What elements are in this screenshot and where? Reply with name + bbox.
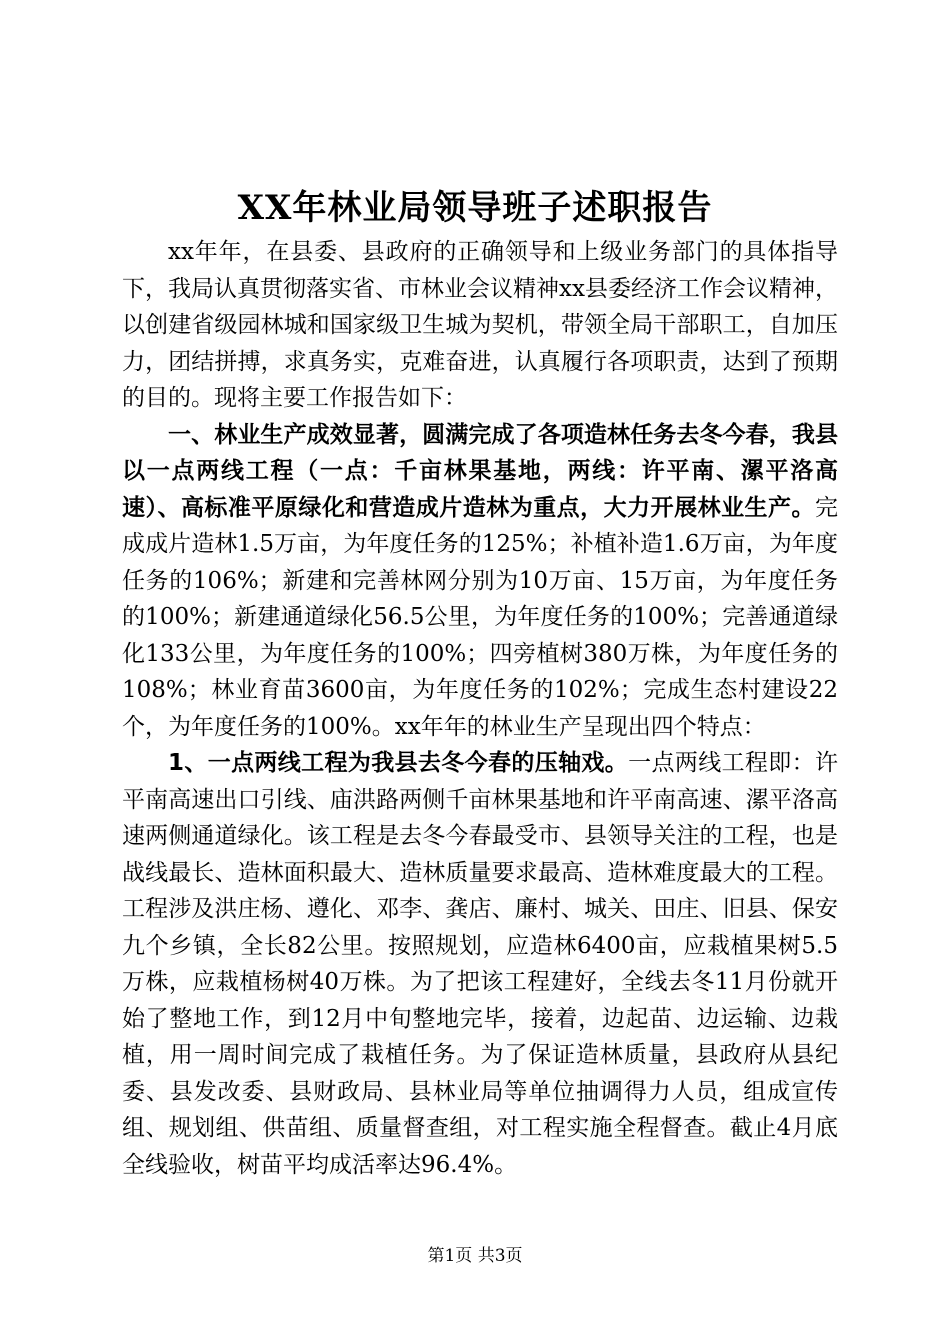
paragraph-subsection-1 [122,745,838,1183]
document-title: XX年林业局领导班子述职报告 [237,188,713,228]
page-footer: 第1页 共3页 [427,1246,523,1266]
paragraph-section-1 [122,417,838,746]
document-body [122,234,838,1183]
paragraph-text: 完成成片造林1.5万亩，为年度任务的125%；补植补造1.6万亩，为年度任务的106%；新建和完善林网分别为10万亩、15万亩，为年度任务的100%；新建通道绿化56.5公里，为年度任务的100%；完善通道绿化133公里，为年度任务的100%；四旁植树380万株，为年度任务的108%；林业育苗3600亩，为年度任务的102%；完成生态村建设22个，为年度任务的100%。xx年年的林业生产呈现出四个特点： [122,494,838,740]
paragraph-heading: 一、林业生产成效显著，圆满完成了各项造林任务去冬今春，我县以一点两线工程（一点：千亩林果基地，两线：许平南、漯平洛高速）、高标准平原绿化和营造成片造林为重点，大力开展林业生产。 [122,421,838,521]
paragraph-heading: 1、一点两线工程为我县去冬今春的压轴戏。 [168,750,629,776]
paragraph-text: 一点两线工程即：许平南高速出口引线、庙洪路两侧千亩林果基地和许平南高速、漯平洛高速两侧通道绿化。该工程是去冬今春最受市、县领导关注的工程，也是战线最长、造林面积最大、造林质量要求最高、造林难度最大的工程。工程涉及洪庄杨、遵化、邓李、龚店、廉村、城关、田庄、旧县、保安九个乡镇，全长82公里。按照规划，应造林6400亩，应栽植果树5.5万株，应栽植杨树40万株。为了把该工程建好，全线去冬11月份就开始了整地工作，到12月中旬整地完毕，接着，边起苗、边运输、边栽植，用一周时间完成了栽植任务。为了保证造林质量，县政府从县纪委、县发改委、县财政局、县林业局等单位抽调得力人员，组成宣传组、规划组、供苗组、质量督查组，对工程实施全程督查。截止4月底全线验收，树苗平均成活率达96.4%。 [122,750,838,1178]
paragraph-intro [122,234,838,417]
paragraph-text: xx年年，在县委、县政府的正确领导和上级业务部门的具体指导下，我局认真贯彻落实省、市林业会议精神xx县委经济工作会议精神，以创建省级园林城和国家级卫生城为契机，带领全局干部职工，自加压力，团结拼搏，求真务实，克难奋进，认真履行各项职责，达到了预期的目的。现将主要工作报告如下： [122,239,838,411]
